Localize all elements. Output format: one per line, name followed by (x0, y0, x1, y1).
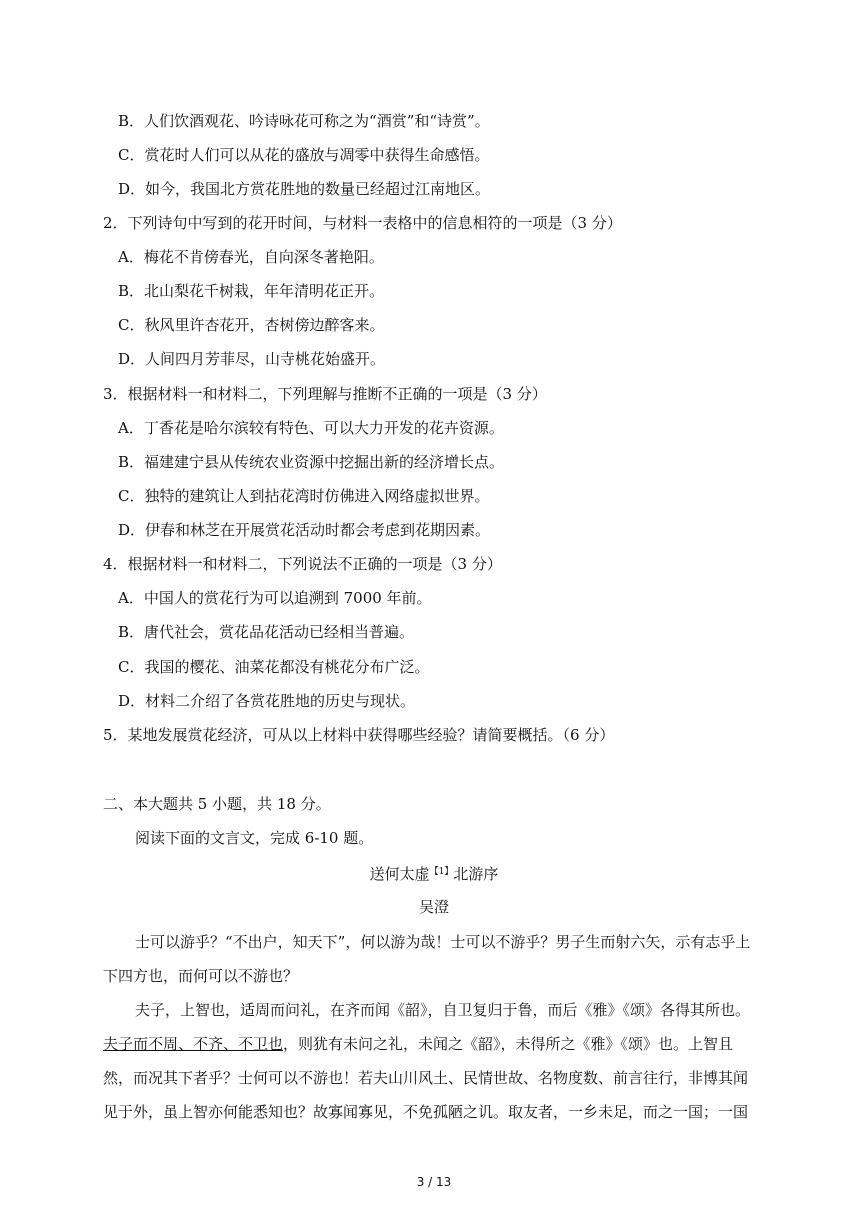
passage-author: 吴澄 (418, 898, 449, 916)
q3-option-c: C．独特的建筑让人到拈花湾时仿佛进入网络虚拟世界。 (118, 487, 490, 505)
passage-p2-line1: 夫子，上智也，适周而问礼，在齐而闻《韶》，自卫复归于鲁，而后《雅》《颂》各得其所也。 (135, 1001, 751, 1019)
page-number: 3 / 13 (416, 1175, 452, 1189)
q3-option-b: B．福建建宁县从传统农业资源中挖掘出新的经济增长点。 (118, 453, 505, 471)
passage-p2-line3: 然，而况其下者乎？士何可以不游也！若夫山川风土、民情世故、名物度数、前言往行，非博其闻 (103, 1069, 749, 1087)
q2-option-d: D．人间四月芳菲尽，山寺桃花始盛开。 (118, 350, 386, 368)
footnote-marker: 【1】 (429, 867, 454, 877)
q2-stem: 2．下列诗句中写到的花开时间，与材料一表格中的信息相符的一项是（3 分） (103, 214, 622, 232)
q1-option-c: C．赏花时人们可以从花的盛放与凋零中获得生命感悟。 (118, 146, 490, 164)
passage-p2-line2 (103, 1034, 733, 1054)
q4-option-a: A．中国人的赏花行为可以追溯到 7000 年前。 (118, 589, 432, 607)
passage-p1-line2: 下四方也，而何可以不游也？ (103, 967, 299, 985)
q4-stem: 4．根据材料一和材料二，下列说法不正确的一项是（3 分） (103, 555, 502, 573)
section2-heading: 二、本大题共 5 小题，共 18 分。 (103, 795, 331, 813)
q3-stem: 3．根据材料一和材料二，下列理解与推断不正确的一项是（3 分） (103, 385, 547, 403)
q1-option-d: D．如今，我国北方赏花胜地的数量已经超过江南地区。 (118, 180, 491, 198)
q2-option-b: B．北山梨花千树栽，年年清明花正开。 (118, 282, 385, 300)
q2-option-c: C．秋风里许杏花开，杏树傍边醉客来。 (118, 316, 385, 334)
q3-option-a: A．丁香花是哈尔滨较有特色、可以大力开发的花卉资源。 (118, 419, 504, 437)
passage-p2-line4: 见于外，虽上智亦何能悉知也？故寡闻寡见，不免孤陋之讥。取友者，一乡未足，而之一国；一国 (103, 1103, 749, 1121)
q2-option-a: A．梅花不肯傍春光，自向深冬著艳阳。 (118, 248, 384, 266)
passage-title-pre: 送何太虚 (369, 865, 430, 883)
section2-instruction: 阅读下面的文言文，完成 6-10 题。 (135, 829, 374, 847)
passage-p2-line2-rest: ，则犹有未问之礼，未闻之《韶》，未得所之《雅》《颂》也。上智且 (283, 1035, 734, 1053)
passage-title-post: 北游序 (453, 865, 499, 883)
passage-p1-line1: 士可以游乎？“不出户，知天下”，何以游为哉！士可以不游乎？男子生而射六矢，示有志乎上 (135, 933, 751, 951)
q4-option-d: D．材料二介绍了各赏花胜地的历史与现状。 (118, 692, 416, 710)
passage-title (0, 862, 868, 884)
q1-option-b: B．人们饮酒观花、吟诗咏花可称之为“酒赏”和“诗赏”。 (118, 112, 490, 130)
q5-stem: 5．某地发展赏花经济，可从以上材料中获得哪些经验？请简要概括。（6 分） (103, 726, 615, 744)
q4-option-c: C．我国的樱花、油菜花都没有桃花分布广泛。 (118, 658, 430, 676)
underlined-sentence: 夫子而不周、不齐、不卫也 (103, 1035, 284, 1053)
q3-option-d: D．伊春和林芝在开展赏花活动时都会考虑到花期因素。 (118, 521, 491, 539)
q4-option-b: B．唐代社会，赏花品花活动已经相当普遍。 (118, 623, 415, 641)
